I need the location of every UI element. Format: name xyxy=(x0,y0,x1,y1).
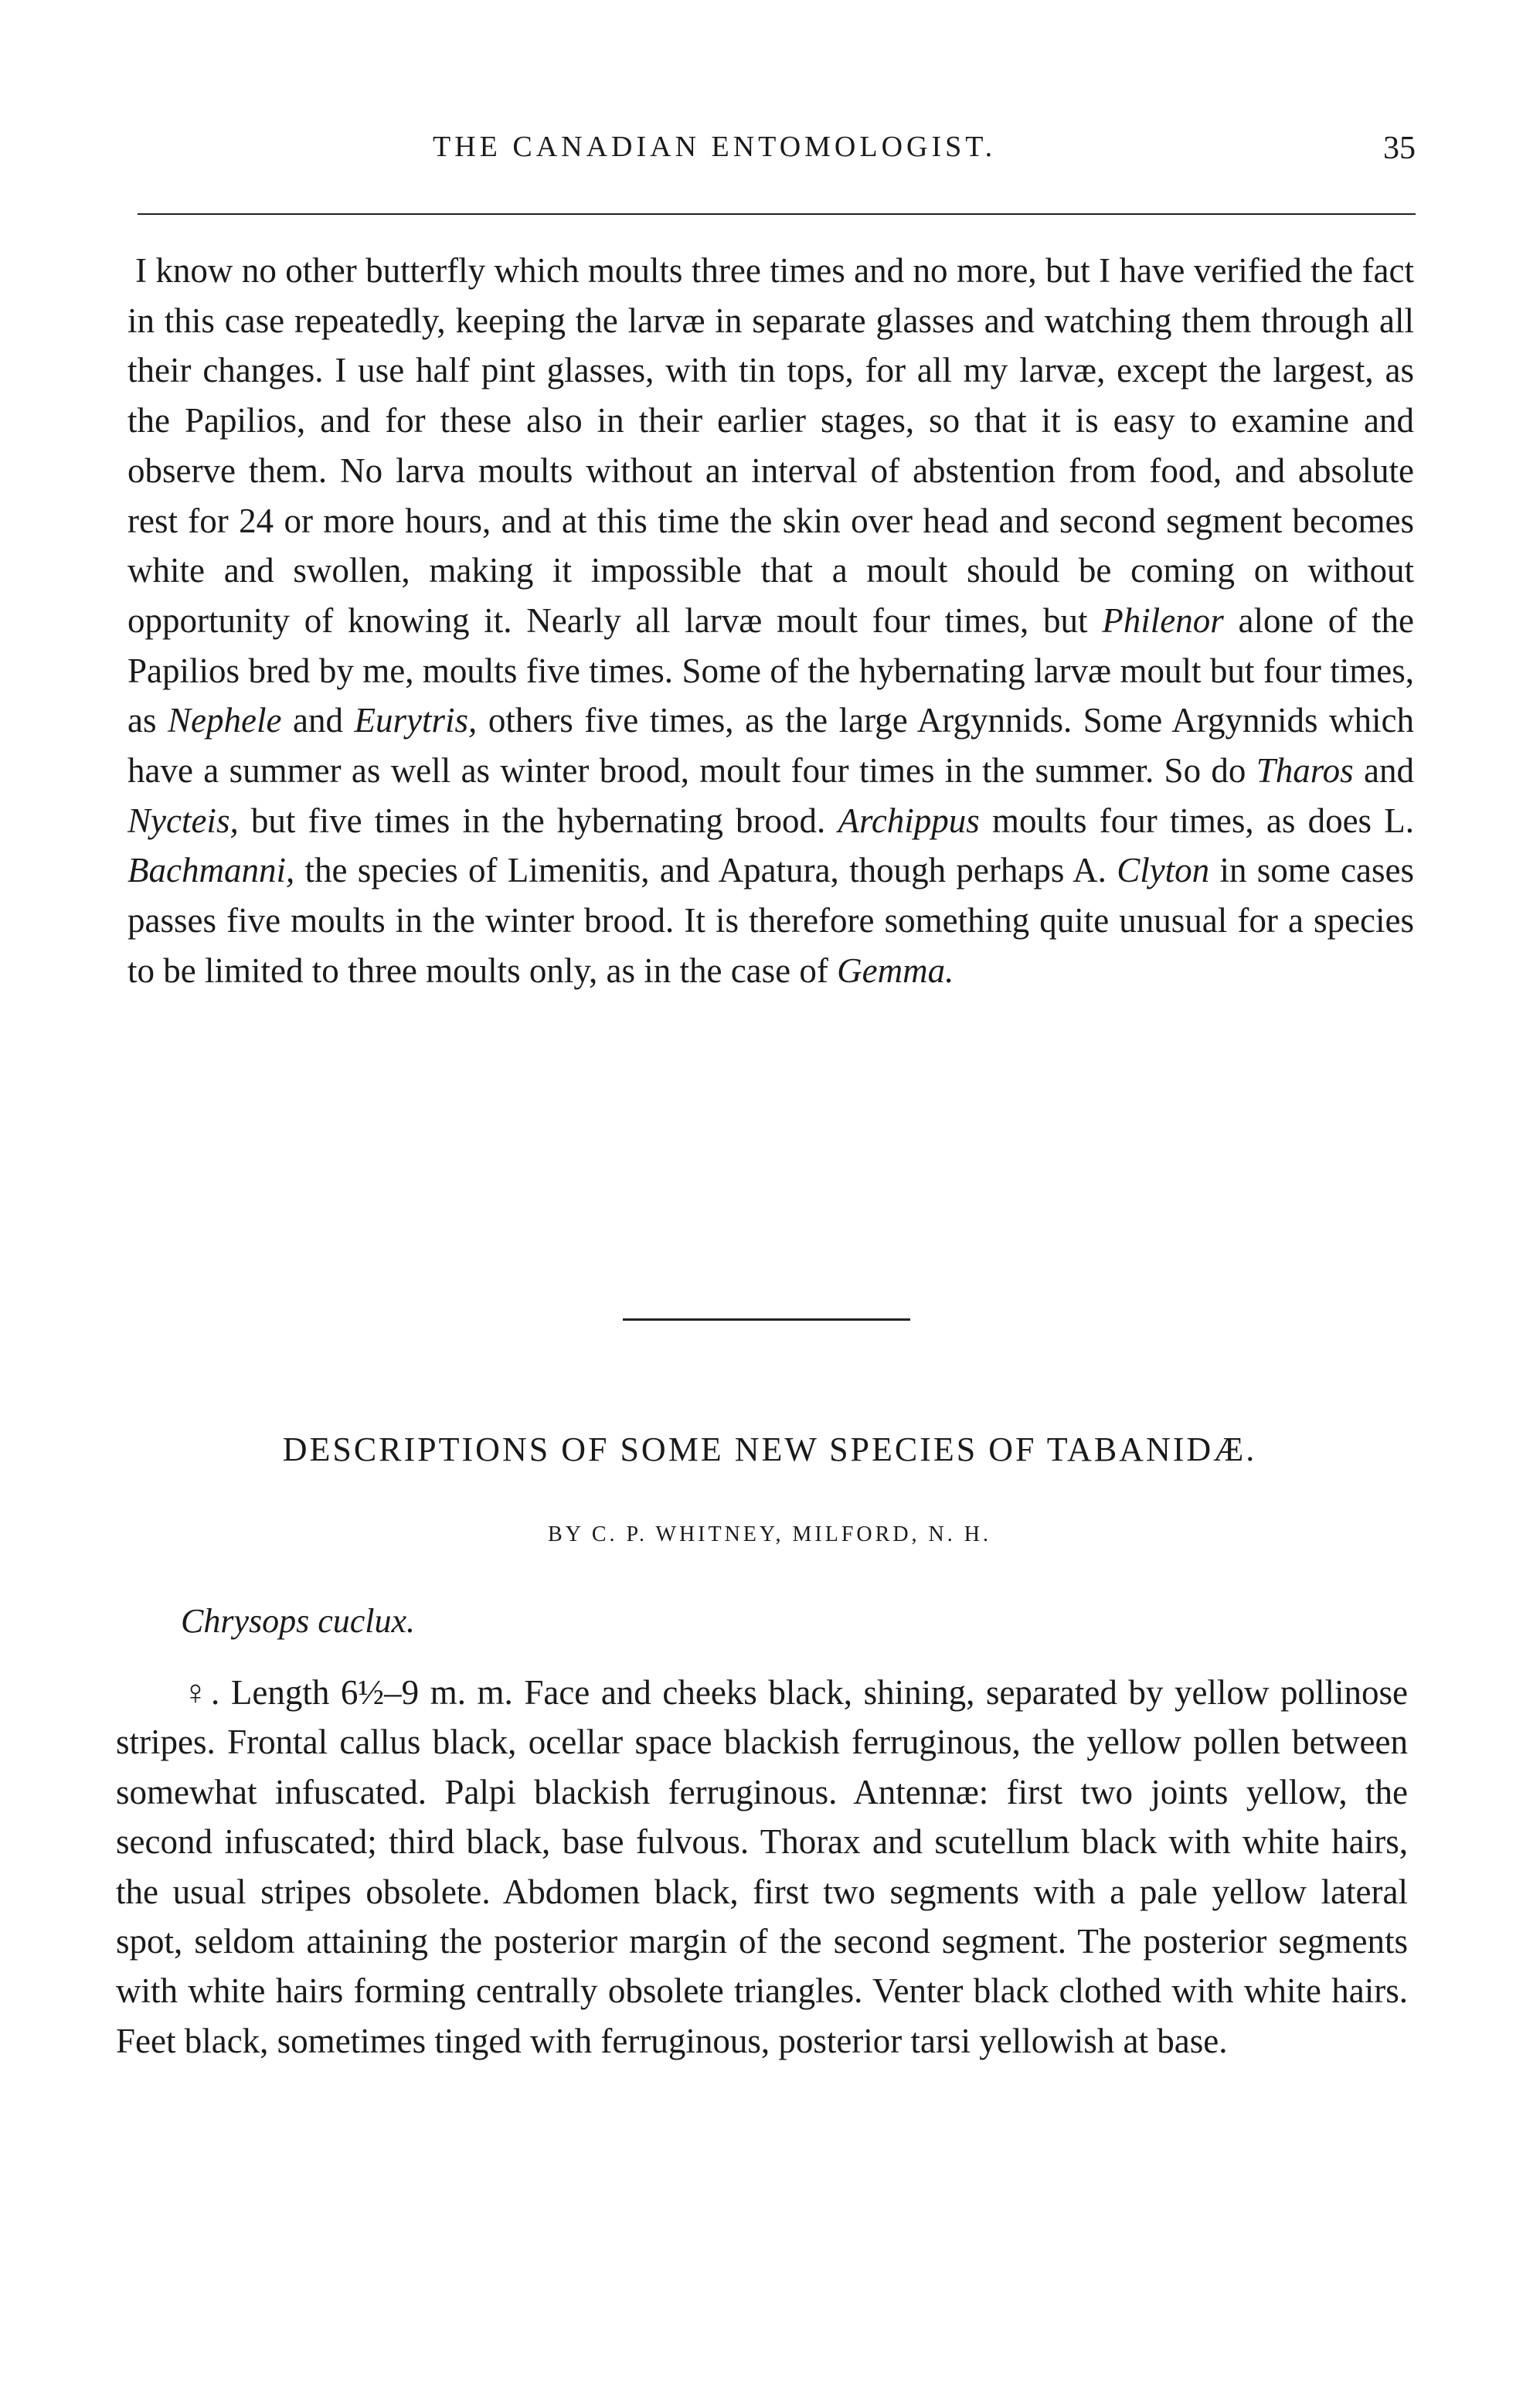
italic-species-name: Archippus xyxy=(838,801,980,840)
species-description: ♀. Length 6½–9 m. m. Face and cheeks black, shining, separated by yellow pollinose stripes. Frontal callus black, ocellar space blackish ferruginous, the yellow pollen between somewhat infuscated. Palpi blackish ferruginous. Antennæ: first two joints yellow, the second infuscated; third black, base fulvous. Thorax and scutellum black with white hairs, the usual stripes obsolete. Abdomen black, first two segments with a pale yellow lateral spot, seldom attaining the posterior margin of the second segment. The posterior segments with white hairs forming centrally obsolete triangles. Venter black clothed with white hairs. Feet black, sometimes tinged with ferruginous, posterior tarsi yellowish at base. xyxy=(116,1673,1408,2060)
header-rule xyxy=(138,213,1416,215)
italic-species-name: Tharos xyxy=(1256,751,1354,791)
running-header xyxy=(124,130,1416,176)
italic-species-name: Bachmanni, xyxy=(127,851,295,890)
text-segment: alone of the Papilios bred by me, moults five times. Some of the hybernating larvæ moult but four times, as xyxy=(127,600,1414,740)
page-number: 35 xyxy=(1383,131,1416,166)
text-segment: the species of Limenitis, and Apatura, though perhaps A. xyxy=(294,851,1117,890)
text-segment: I know no other butterfly which moults three times and no more, but I have verified the fact in this case repeatedly, keeping the larvæ in separate glasses and watching them through all their changes. I use half pint glasses, with tin tops, for all my larvæ, except the largest, as the Papilios, and for these also in their earlier stages, so that it is easy to examine and observe them. No larva moults without an interval of abstention from food, and absolute rest for 24 or more hours, and at this time the skin over head and second segment becomes white and swollen, making it impossible that a moult should be coming on without opportunity of knowing it. Nearly all larvæ moult four times, but xyxy=(127,251,1414,640)
species-heading: Chrysops cuclux. xyxy=(181,1602,416,1640)
moulting-paragraph xyxy=(127,246,1414,996)
author-byline: BY C. P. WHITNEY, MILFORD, N. H. xyxy=(548,1522,991,1546)
italic-species-name: Nycteis, xyxy=(127,801,239,840)
text-segment: and xyxy=(1353,751,1414,791)
text-segment: moults four times, as does L. xyxy=(979,801,1414,840)
text-segment: but five times in the hybernating brood. xyxy=(238,801,838,840)
italic-species-name: Nephele xyxy=(168,701,282,740)
section-divider xyxy=(623,1318,910,1321)
italic-species-name: Clyton xyxy=(1117,851,1210,890)
article-title: DESCRIPTIONS OF SOME NEW SPECIES OF TABANIDÆ. xyxy=(282,1430,1257,1468)
text-segment: others five times, as the large Argynnids. Some Argynnids which have a summer as well as winter brood, moult four times in the summer. So do xyxy=(127,701,1414,791)
italic-species-name: Gemma. xyxy=(837,951,954,990)
text-segment: in some cases passes five moults in the winter brood. It is therefore something quite unusual for a species to be limited to three moults only, as in the case of xyxy=(127,851,1415,990)
italic-species-name: Philenor xyxy=(1102,600,1224,640)
italic-species-name: Eurytris, xyxy=(354,701,478,740)
text-segment: and xyxy=(281,701,355,740)
journal-title: THE CANADIAN ENTOMOLOGIST. xyxy=(433,131,997,163)
